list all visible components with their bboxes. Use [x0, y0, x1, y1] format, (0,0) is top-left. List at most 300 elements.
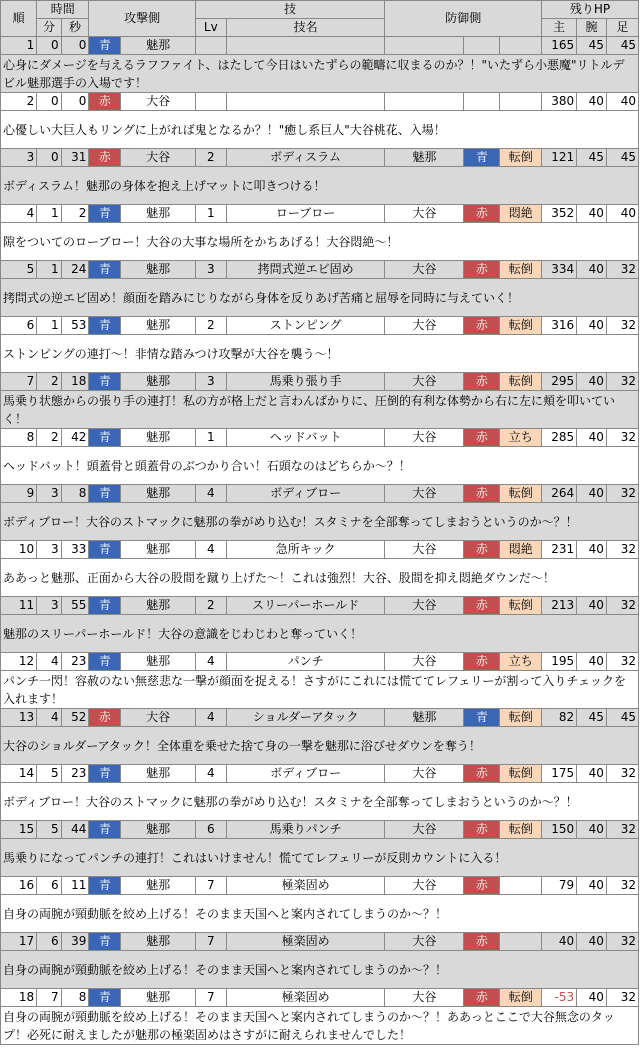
- attacker-side-badge: 青: [89, 261, 121, 279]
- row-second: 0: [61, 93, 89, 111]
- main-hp: 82: [541, 709, 576, 727]
- row-second: 0: [61, 37, 89, 55]
- table-body: [1, 37, 639, 1045]
- leg-hp: 32: [606, 541, 638, 559]
- main-hp: 352: [541, 205, 576, 223]
- attacker-side-badge: 青: [89, 429, 121, 447]
- technique-name: ストンピング: [226, 317, 385, 335]
- row-minute: 1: [37, 205, 61, 223]
- attacker-name: 魅那: [121, 205, 196, 223]
- attacker-side-badge: 赤: [89, 709, 121, 727]
- technique-name: 拷問式逆エビ固め: [226, 261, 385, 279]
- arm-hp: 40: [577, 989, 607, 1007]
- commentary-row: [1, 727, 639, 765]
- attacker-name: 魅那: [121, 765, 196, 783]
- row-order: 16: [1, 877, 37, 895]
- table-row: [1, 261, 639, 279]
- row-minute: 6: [37, 877, 61, 895]
- result-status: [500, 933, 542, 951]
- row-order: 12: [1, 653, 37, 671]
- table-row: [1, 877, 639, 895]
- technique-name: ローブロー: [226, 205, 385, 223]
- arm-hp: 40: [577, 597, 607, 615]
- row-second: 8: [61, 989, 89, 1007]
- defender-name: 大谷: [385, 933, 464, 951]
- result-status: 悶絶: [500, 205, 542, 223]
- leg-hp: 32: [606, 653, 638, 671]
- commentary-row: [1, 1007, 639, 1045]
- defender-name: 大谷: [385, 205, 464, 223]
- arm-hp: 40: [577, 933, 607, 951]
- commentary-row: [1, 671, 639, 709]
- attacker-side-badge: 青: [89, 821, 121, 839]
- row-minute: 3: [37, 541, 61, 559]
- commentary-row: [1, 447, 639, 485]
- table-row: [1, 37, 639, 55]
- attacker-name: 魅那: [121, 541, 196, 559]
- main-hp: 150: [541, 821, 576, 839]
- header-time: 時間: [37, 1, 89, 19]
- row-order: 13: [1, 709, 37, 727]
- defender-side-badge: 赤: [464, 261, 500, 279]
- defender-side-badge: 赤: [464, 541, 500, 559]
- table-row: [1, 989, 639, 1007]
- commentary-text: 魅那のスリーパーホールド！大谷の意識をじわじわと奪っていく！: [1, 615, 639, 653]
- attacker-side-badge: 青: [89, 933, 121, 951]
- main-hp: 295: [541, 373, 576, 391]
- defender-name: 大谷: [385, 485, 464, 503]
- attacker-side-badge: 青: [89, 765, 121, 783]
- attacker-name: 魅那: [121, 653, 196, 671]
- row-second: 52: [61, 709, 89, 727]
- result-status: 転倒: [500, 989, 542, 1007]
- technique-level: 7: [195, 933, 226, 951]
- arm-hp: 40: [577, 653, 607, 671]
- attacker-name: 魅那: [121, 877, 196, 895]
- leg-hp: 32: [606, 877, 638, 895]
- defender-name: 大谷: [385, 877, 464, 895]
- row-second: 11: [61, 877, 89, 895]
- main-hp: 334: [541, 261, 576, 279]
- row-minute: 7: [37, 989, 61, 1007]
- row-second: 8: [61, 485, 89, 503]
- attacker-name: 魅那: [121, 989, 196, 1007]
- commentary-text: ヘッドバット！頭蓋骨と頭蓋骨のぶつかり合い！石頭なのはどちらか～？！: [1, 447, 639, 485]
- defender-side-badge: 赤: [464, 317, 500, 335]
- main-hp: 40: [541, 933, 576, 951]
- table-row: [1, 149, 639, 167]
- defender-side-badge: [464, 37, 500, 55]
- row-order: 4: [1, 205, 37, 223]
- attacker-name: 魅那: [121, 597, 196, 615]
- leg-hp: 32: [606, 933, 638, 951]
- result-status: [500, 877, 542, 895]
- defender-side-badge: 赤: [464, 205, 500, 223]
- attacker-side-badge: 青: [89, 373, 121, 391]
- defender-name: [385, 93, 464, 111]
- result-status: 転倒: [500, 149, 542, 167]
- commentary-text: 隙をついてのローブロー！大谷の大事な場所をかちあげる！大谷悶絶～！: [1, 223, 639, 261]
- technique-name: ボディスラム: [226, 149, 385, 167]
- leg-hp: 45: [606, 37, 638, 55]
- main-hp: 121: [541, 149, 576, 167]
- attacker-side-badge: 赤: [89, 93, 121, 111]
- row-second: 53: [61, 317, 89, 335]
- attacker-name: 魅那: [121, 933, 196, 951]
- defender-side-badge: 青: [464, 709, 500, 727]
- row-second: 42: [61, 429, 89, 447]
- row-order: 17: [1, 933, 37, 951]
- commentary-text: ストンピングの連打～！非情な踏みつけ攻撃が大谷を襲う～！: [1, 335, 639, 373]
- technique-name: ボディブロー: [226, 765, 385, 783]
- commentary-text: パンチ一閃！容赦のない無慈悲な一撃が顔面を捉える！さすがにこれには慌ててレフェリーが割って入りチェックを入れます！: [1, 671, 639, 709]
- technique-name: [226, 37, 385, 55]
- attacker-name: 魅那: [121, 821, 196, 839]
- main-hp: 380: [541, 93, 576, 111]
- row-minute: 0: [37, 149, 61, 167]
- commentary-text: ボディブロー！大谷のストマックに魅那の拳がめり込む！スタミナを全部奪ってしまおうというのか～？！: [1, 503, 639, 541]
- defender-name: 大谷: [385, 821, 464, 839]
- attacker-name: 大谷: [121, 93, 196, 111]
- row-order: 7: [1, 373, 37, 391]
- technique-level: 4: [195, 765, 226, 783]
- row-minute: 1: [37, 261, 61, 279]
- commentary-text: 自身の両腕が頸動脈を絞め上げる！そのまま天国へと案内されてしまうのか～？！: [1, 895, 639, 933]
- table-row: [1, 93, 639, 111]
- technique-level: 2: [195, 317, 226, 335]
- leg-hp: 32: [606, 261, 638, 279]
- result-status: 転倒: [500, 485, 542, 503]
- technique-level: 2: [195, 597, 226, 615]
- defender-name: 大谷: [385, 989, 464, 1007]
- table-header: [1, 1, 639, 37]
- attacker-side-badge: 青: [89, 205, 121, 223]
- main-hp: 79: [541, 877, 576, 895]
- table-row: [1, 485, 639, 503]
- header-arm-hp: 腕: [577, 19, 607, 37]
- commentary-text: 自身の両腕が頸動脈を絞め上げる！そのまま天国へと案内されてしまうのか～？！ああっとここで大谷無念のタップ！必死に耐えましたが魅那の極楽固めはさすがに耐えられませんでした！: [1, 1007, 639, 1045]
- arm-hp: 40: [577, 205, 607, 223]
- header-main-hp: 主: [541, 19, 576, 37]
- main-hp: 165: [541, 37, 576, 55]
- leg-hp: 45: [606, 709, 638, 727]
- defender-side-badge: 赤: [464, 597, 500, 615]
- leg-hp: 32: [606, 317, 638, 335]
- commentary-row: [1, 951, 639, 989]
- commentary-row: [1, 111, 639, 149]
- attacker-name: 魅那: [121, 373, 196, 391]
- header-attacker: 攻撃側: [89, 1, 196, 37]
- commentary-row: [1, 895, 639, 933]
- commentary-text: 拷問式の逆エビ固め！顔面を踏みにじりながら身体を反りあげ苦痛と屈辱を同時に与えていく！: [1, 279, 639, 317]
- technique-level: 3: [195, 261, 226, 279]
- table-row: [1, 541, 639, 559]
- commentary-row: [1, 391, 639, 429]
- commentary-text: ああっと魅那、正面から大谷の股間を蹴り上げた～！これは強烈！大谷、股間を抑え悶絶ダウンだ～！: [1, 559, 639, 597]
- row-second: 31: [61, 149, 89, 167]
- defender-name: 大谷: [385, 597, 464, 615]
- row-order: 5: [1, 261, 37, 279]
- main-hp: 195: [541, 653, 576, 671]
- row-order: 11: [1, 597, 37, 615]
- row-minute: 4: [37, 653, 61, 671]
- commentary-row: [1, 783, 639, 821]
- arm-hp: 40: [577, 93, 607, 111]
- attacker-side-badge: 赤: [89, 149, 121, 167]
- row-order: 9: [1, 485, 37, 503]
- technique-name: ボディブロー: [226, 485, 385, 503]
- technique-level: [195, 93, 226, 111]
- arm-hp: 40: [577, 373, 607, 391]
- row-second: 23: [61, 653, 89, 671]
- result-status: 立ち: [500, 429, 542, 447]
- table-row: [1, 597, 639, 615]
- defender-side-badge: 赤: [464, 877, 500, 895]
- result-status: 転倒: [500, 821, 542, 839]
- attacker-side-badge: 青: [89, 653, 121, 671]
- attacker-name: 大谷: [121, 149, 196, 167]
- commentary-row: [1, 223, 639, 261]
- technique-name: ヘッドバット: [226, 429, 385, 447]
- attacker-name: 魅那: [121, 485, 196, 503]
- row-order: 14: [1, 765, 37, 783]
- technique-level: 1: [195, 429, 226, 447]
- header-second: 秒: [61, 19, 89, 37]
- commentary-text: 馬乗りになってパンチの連打！これはいけません！慌ててレフェリーが反則カウントに入る！: [1, 839, 639, 877]
- main-hp: 264: [541, 485, 576, 503]
- row-second: 23: [61, 765, 89, 783]
- table-row: [1, 765, 639, 783]
- main-hp: 175: [541, 765, 576, 783]
- leg-hp: 32: [606, 597, 638, 615]
- commentary-row: [1, 55, 639, 93]
- technique-level: 3: [195, 373, 226, 391]
- table-row: [1, 317, 639, 335]
- defender-side-badge: 青: [464, 149, 500, 167]
- leg-hp: 32: [606, 989, 638, 1007]
- attacker-name: 魅那: [121, 37, 196, 55]
- technique-level: 7: [195, 989, 226, 1007]
- attacker-side-badge: 青: [89, 37, 121, 55]
- row-second: 24: [61, 261, 89, 279]
- row-minute: 0: [37, 93, 61, 111]
- header-leg-hp: 足: [606, 19, 638, 37]
- technique-name: ショルダーアタック: [226, 709, 385, 727]
- main-hp: 316: [541, 317, 576, 335]
- leg-hp: 40: [606, 205, 638, 223]
- commentary-text: 心身にダメージを与えるラフファイト、はたして今日はいたずらの範疇に収まるのか？！"いたずら小悪魔"リトルデビル魅那選手の入場です！: [1, 55, 639, 93]
- technique-name: 極楽固め: [226, 989, 385, 1007]
- table-row: [1, 205, 639, 223]
- header-lv: Lv: [195, 19, 226, 37]
- technique-level: 4: [195, 541, 226, 559]
- row-minute: 1: [37, 317, 61, 335]
- arm-hp: 40: [577, 429, 607, 447]
- arm-hp: 40: [577, 877, 607, 895]
- table-row: [1, 821, 639, 839]
- technique-name: 急所キック: [226, 541, 385, 559]
- result-status: [500, 93, 542, 111]
- arm-hp: 45: [577, 709, 607, 727]
- row-second: 39: [61, 933, 89, 951]
- row-minute: 5: [37, 765, 61, 783]
- defender-side-badge: 赤: [464, 765, 500, 783]
- technique-name: 極楽固め: [226, 933, 385, 951]
- arm-hp: 40: [577, 485, 607, 503]
- technique-name: [226, 93, 385, 111]
- row-minute: 2: [37, 373, 61, 391]
- row-minute: 4: [37, 709, 61, 727]
- commentary-text: ボディスラム！魅那の身体を抱え上げマットに叩きつける！: [1, 167, 639, 205]
- commentary-row: [1, 503, 639, 541]
- table-row: [1, 933, 639, 951]
- commentary-row: [1, 559, 639, 597]
- row-order: 1: [1, 37, 37, 55]
- row-order: 6: [1, 317, 37, 335]
- leg-hp: 32: [606, 485, 638, 503]
- row-minute: 0: [37, 37, 61, 55]
- row-order: 3: [1, 149, 37, 167]
- defender-side-badge: 赤: [464, 429, 500, 447]
- technique-name: 馬乗り張り手: [226, 373, 385, 391]
- arm-hp: 40: [577, 261, 607, 279]
- defender-name: 魅那: [385, 709, 464, 727]
- row-minute: 2: [37, 429, 61, 447]
- commentary-row: [1, 615, 639, 653]
- result-status: [500, 37, 542, 55]
- arm-hp: 40: [577, 765, 607, 783]
- result-status: 転倒: [500, 317, 542, 335]
- table-row: [1, 709, 639, 727]
- table-row: [1, 653, 639, 671]
- row-minute: 6: [37, 933, 61, 951]
- defender-side-badge: 赤: [464, 821, 500, 839]
- commentary-text: 自身の両腕が頸動脈を絞め上げる！そのまま天国へと案内されてしまうのか～？！: [1, 951, 639, 989]
- attacker-side-badge: 青: [89, 317, 121, 335]
- attacker-name: 魅那: [121, 429, 196, 447]
- attacker-name: 魅那: [121, 317, 196, 335]
- defender-name: 大谷: [385, 653, 464, 671]
- commentary-row: [1, 335, 639, 373]
- result-status: 悶絶: [500, 541, 542, 559]
- defender-side-badge: 赤: [464, 653, 500, 671]
- attacker-side-badge: 青: [89, 597, 121, 615]
- technique-level: 4: [195, 709, 226, 727]
- commentary-row: [1, 279, 639, 317]
- leg-hp: 45: [606, 149, 638, 167]
- commentary-text: 馬乗り状態からの張り手の連打！私の方が格上だと言わんばかりに、圧倒的有利な体勢から右に左に頬を叩いていく！: [1, 391, 639, 429]
- table-row: [1, 373, 639, 391]
- row-second: 44: [61, 821, 89, 839]
- arm-hp: 40: [577, 541, 607, 559]
- technique-level: 4: [195, 653, 226, 671]
- technique-level: 6: [195, 821, 226, 839]
- defender-name: 大谷: [385, 261, 464, 279]
- row-minute: 5: [37, 821, 61, 839]
- table-row: [1, 429, 639, 447]
- commentary-row: [1, 839, 639, 877]
- attacker-side-badge: 青: [89, 989, 121, 1007]
- defender-side-badge: 赤: [464, 485, 500, 503]
- commentary-text: 心優しい大巨人もリングに上がれば鬼となるか？！"癒し系巨人"大谷桃花、入場！: [1, 111, 639, 149]
- defender-side-badge: 赤: [464, 989, 500, 1007]
- row-order: 10: [1, 541, 37, 559]
- result-status: 立ち: [500, 653, 542, 671]
- row-second: 55: [61, 597, 89, 615]
- technique-level: 4: [195, 485, 226, 503]
- technique-name: スリーパーホールド: [226, 597, 385, 615]
- row-second: 33: [61, 541, 89, 559]
- defender-side-badge: 赤: [464, 933, 500, 951]
- technique-level: 1: [195, 205, 226, 223]
- leg-hp: 32: [606, 373, 638, 391]
- row-order: 18: [1, 989, 37, 1007]
- leg-hp: 32: [606, 821, 638, 839]
- result-status: 転倒: [500, 261, 542, 279]
- header-tech-name: 技名: [226, 19, 385, 37]
- technique-name: パンチ: [226, 653, 385, 671]
- attacker-side-badge: 青: [89, 877, 121, 895]
- defender-name: 大谷: [385, 765, 464, 783]
- main-hp: 231: [541, 541, 576, 559]
- arm-hp: 40: [577, 821, 607, 839]
- result-status: 転倒: [500, 373, 542, 391]
- header-technique: 技: [195, 1, 385, 19]
- arm-hp: 40: [577, 317, 607, 335]
- attacker-name: 魅那: [121, 261, 196, 279]
- result-status: 転倒: [500, 597, 542, 615]
- defender-name: [385, 37, 464, 55]
- row-order: 2: [1, 93, 37, 111]
- header-order: 順: [1, 1, 37, 37]
- arm-hp: 45: [577, 149, 607, 167]
- main-hp: 213: [541, 597, 576, 615]
- defender-name: 魅那: [385, 149, 464, 167]
- leg-hp: 32: [606, 765, 638, 783]
- attacker-side-badge: 青: [89, 541, 121, 559]
- row-second: 2: [61, 205, 89, 223]
- defender-side-badge: [464, 93, 500, 111]
- leg-hp: 32: [606, 429, 638, 447]
- commentary-text: ボディブロー！大谷のストマックに魅那の拳がめり込む！スタミナを全部奪ってしまおうというのか～？！: [1, 783, 639, 821]
- arm-hp: 45: [577, 37, 607, 55]
- technique-name: 極楽固め: [226, 877, 385, 895]
- row-order: 15: [1, 821, 37, 839]
- technique-level: [195, 37, 226, 55]
- row-order: 8: [1, 429, 37, 447]
- row-minute: 3: [37, 597, 61, 615]
- commentary-row: [1, 167, 639, 205]
- result-status: 転倒: [500, 709, 542, 727]
- technique-name: 馬乗りパンチ: [226, 821, 385, 839]
- attacker-name: 大谷: [121, 709, 196, 727]
- header-defender: 防御側: [385, 1, 542, 37]
- result-status: 転倒: [500, 765, 542, 783]
- main-hp: -53: [541, 989, 576, 1007]
- defender-side-badge: 赤: [464, 373, 500, 391]
- technique-level: 7: [195, 877, 226, 895]
- defender-name: 大谷: [385, 317, 464, 335]
- leg-hp: 40: [606, 93, 638, 111]
- attacker-side-badge: 青: [89, 485, 121, 503]
- header-remaining-hp: 残りHP: [541, 1, 638, 19]
- header-minute: 分: [37, 19, 61, 37]
- commentary-text: 大谷のショルダーアタック！全体重を乗せた捨て身の一撃を魅那に浴びせダウンを奪う！: [1, 727, 639, 765]
- defender-name: 大谷: [385, 429, 464, 447]
- main-hp: 285: [541, 429, 576, 447]
- defender-name: 大谷: [385, 373, 464, 391]
- row-second: 18: [61, 373, 89, 391]
